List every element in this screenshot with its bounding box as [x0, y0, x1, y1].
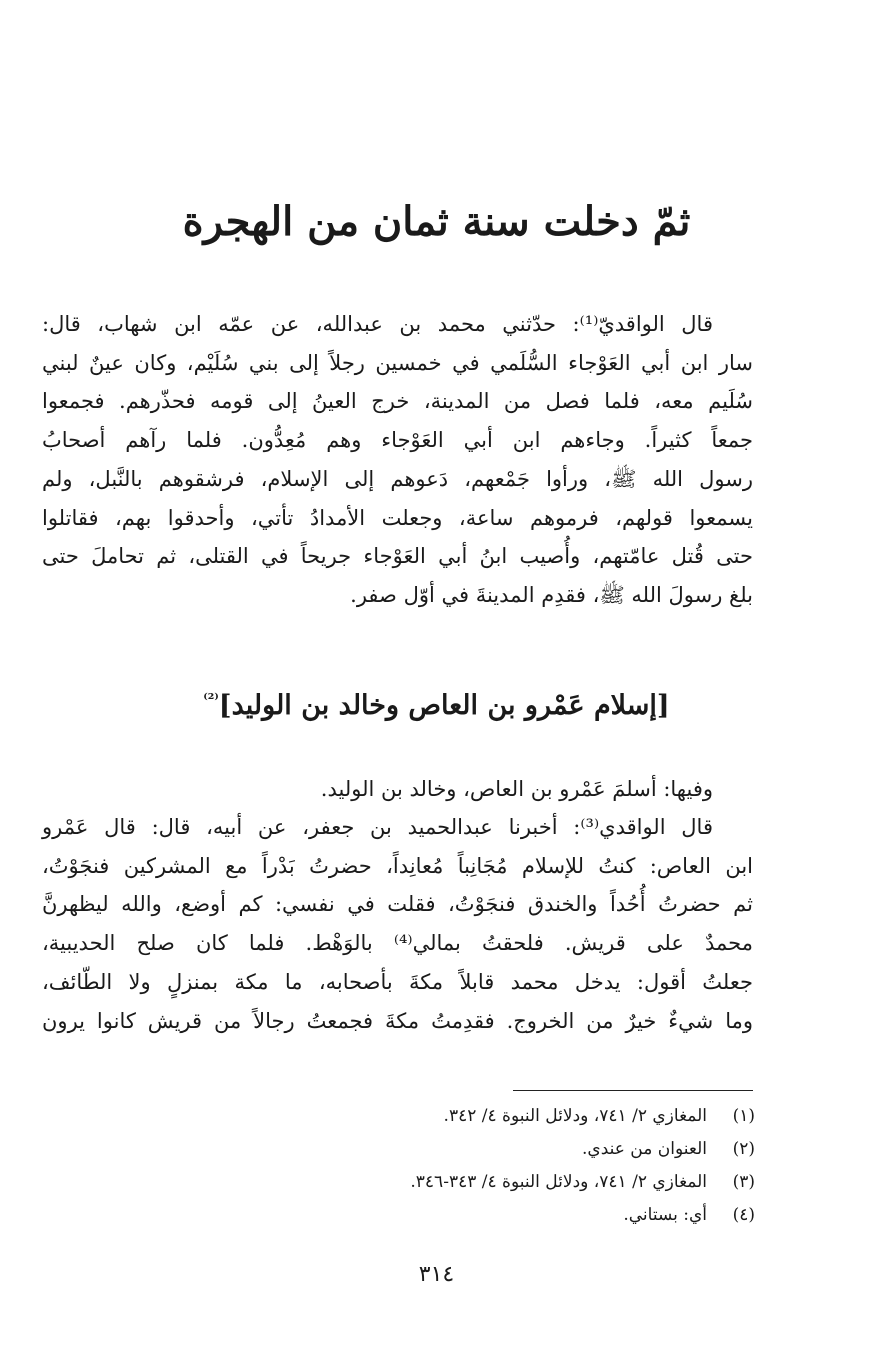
section2-line: قال الواقدي⁽³⁾: أخبرنا عبدالحميد بن جعفر، عن أبيه، قال: قال عَمْرو: [42, 815, 713, 839]
section1-line: سُلَيم معه، فلما فصل من المدينة، خرج العينُ إلى قومه فحذّرهم. فجمعوا: [42, 389, 753, 414]
section1-line: رسول الله ﷺ، ورأوا جَمْعهم، دَعوهم إلى الإسلام، فرشقوهم بالنَّبل، ولم: [42, 466, 753, 491]
footnote-separator: [513, 1090, 753, 1091]
footnote-number: (٢): [732, 1139, 755, 1159]
section2-line: ابن العاص: كنتُ للإسلام مُجَانِباً مُعانِداً، حضرتُ بَدْراً مع المشركين فنجَوْتُ،: [42, 853, 753, 878]
footnote-text: المغازي ٢/ ٧٤١، ودلائل النبوة ٤/ ٣٤٢.: [443, 1106, 707, 1126]
section1-line: حتى قُتل عامّتهم، وأُصيب ابنُ أبي العَوْجاء جريحاً في القتلى، ثم تحاملَ حتى: [42, 544, 753, 569]
chapter-title: ثمّ دخلت سنة ثمان من الهجرة: [182, 198, 691, 245]
section1-line: بلغ رسولَ الله ﷺ، فقدِم المدينةَ في أوّل صفر.: [350, 582, 753, 607]
section2-paragraph: [42, 808, 753, 1040]
footnote-item: [200, 1166, 755, 1199]
section1-line: سار ابن أبي العَوْجاء السُّلَمي في خمسين رجلاً إلى بني سُلَيْم، وكان عينٌ لبني: [42, 350, 753, 375]
footnote-number: (٤): [732, 1205, 755, 1225]
section2-line: محمدٌ على قريش. فلحقتُ بمالي⁽⁴⁾ بالوَهْط. فلما كان صلح الحديبية،: [42, 931, 753, 956]
section2-line: ثم حضرتُ أُحُداً والخندق فنجَوْتُ، فقلت في نفسي: كم أوضع، والله ليظهرنَّ: [42, 892, 753, 917]
section2-intro: وفيها: أسلمَ عَمْرو بن العاص، وخالد بن الوليد.: [320, 777, 713, 801]
section-heading-text: [إسلام عَمْرو بن العاص وخالد بن الوليد]: [218, 690, 670, 721]
section-heading-note: ⁽²⁾: [203, 690, 219, 708]
footnote-number: (١): [732, 1106, 755, 1126]
footnote-text: أي: بستاني.: [623, 1205, 707, 1225]
section1-paragraph: [42, 305, 753, 615]
section1-line: قال الواقديّ⁽¹⁾: حدّثني محمد بن عبدالله، عن عمّه ابن شهاب، قال:: [42, 312, 713, 336]
section2-line: جعلتُ أقول: يدخل محمد قابلاً مكةَ بأصحابه، ما مكة بمنزلٍ ولا الطّائف،: [42, 969, 753, 994]
section1-line: يسمعوا قولهم، فرموهم ساعة، وجعلت الأمدادُ تأتي، وأحدقوا بهم، فقاتلوا: [42, 505, 753, 530]
footnote-number: (٣): [732, 1172, 755, 1192]
section-heading: [60, 688, 813, 723]
footnote-text: العنوان من عندي.: [582, 1139, 707, 1159]
footnote-item: [200, 1133, 755, 1166]
section1-line: جمعاً كثيراً. وجاءهم ابن أبي العَوْجاء وهم مُعِدُّون. فلما رآهم أصحابُ: [42, 428, 753, 453]
page-number: ٣١٤: [418, 1262, 455, 1287]
footnote-item: [200, 1100, 755, 1133]
footnote-text: المغازي ٢/ ٧٤١، ودلائل النبوة ٤/ ٣٤٣-٣٤٦.: [410, 1172, 707, 1192]
footnotes-list: [200, 1100, 755, 1232]
footnote-item: [200, 1199, 755, 1232]
section2-line: وما شيءٌ خيرٌ من الخروج. فقدِمتُ مكةَ فجمعتُ رجالاً من قريش كانوا يرون: [42, 1008, 753, 1033]
